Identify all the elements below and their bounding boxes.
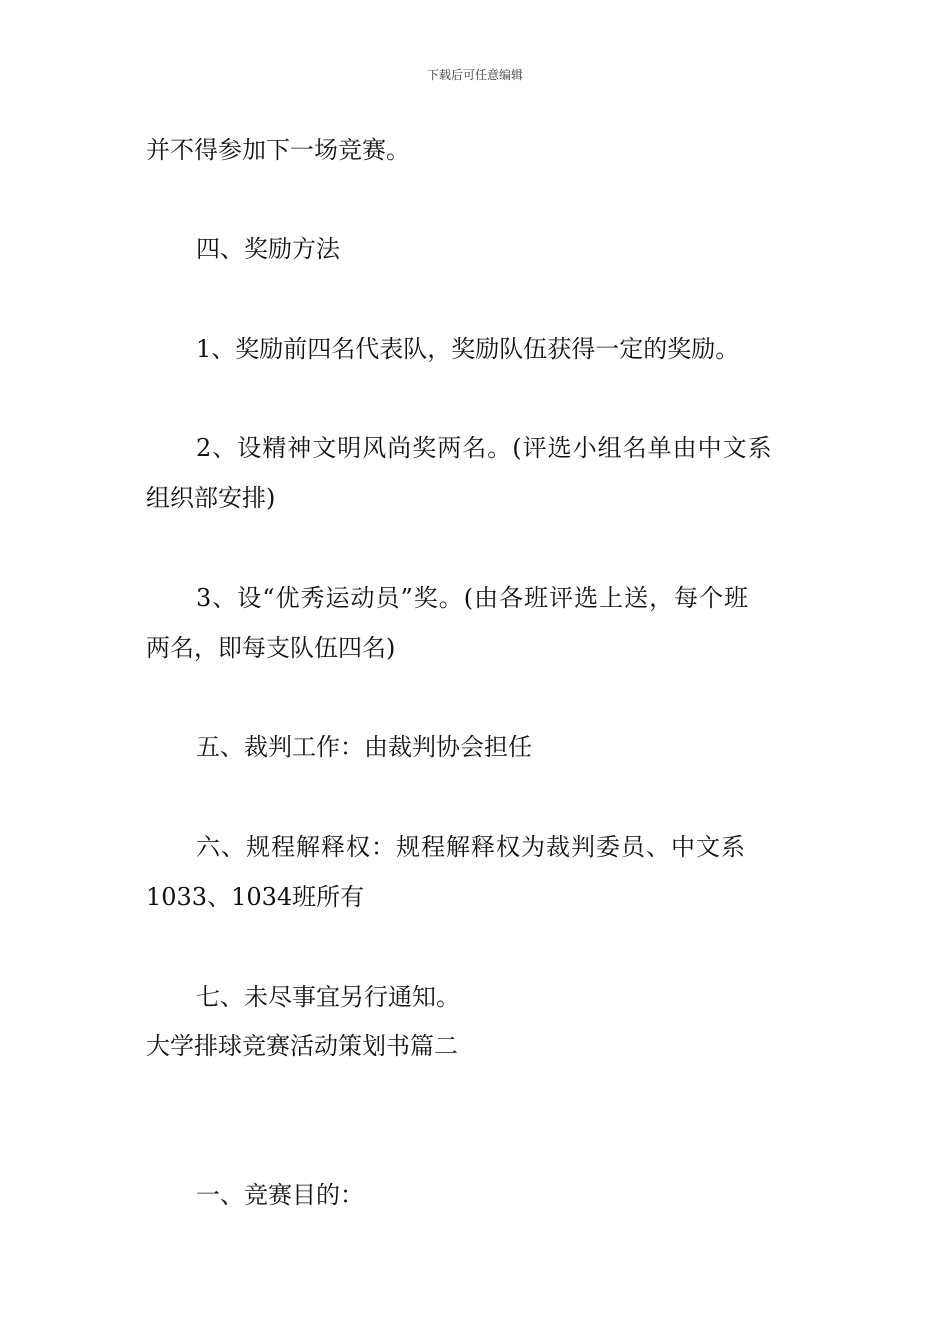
list-item-continuation: 两名，即每支队伍四名) bbox=[146, 634, 396, 662]
paragraph-line: 并不得参加下一场竞赛。 bbox=[146, 136, 410, 164]
list-item: 1、奖励前四名代表队，奖励队伍获得一定的奖励。 bbox=[196, 335, 740, 363]
section-heading: 六、规程解释权：规程解释权为裁判委员、中文系 bbox=[196, 833, 746, 861]
section-heading: 四、奖励方法 bbox=[196, 235, 340, 263]
section-heading: 一、竞赛目的： bbox=[196, 1181, 364, 1209]
list-item: 2、设精神文明风尚奖两名。(评选小组名单由中文系 bbox=[196, 434, 773, 462]
list-item: 3、设“优秀运动员”奖。(由各班评选上送，每个班 bbox=[196, 584, 750, 612]
list-item-continuation: 组织部安排) bbox=[146, 484, 276, 512]
section-heading: 七、未尽事宜另行通知。 bbox=[196, 983, 460, 1011]
page-header: 下载后可任意编辑 bbox=[426, 68, 523, 82]
section-heading: 五、裁判工作：由裁判协会担任 bbox=[196, 733, 532, 761]
document-title: 大学排球竞赛活动策划书篇二 bbox=[146, 1032, 458, 1060]
paragraph-continuation: 1033、1034班所有 bbox=[146, 883, 365, 911]
